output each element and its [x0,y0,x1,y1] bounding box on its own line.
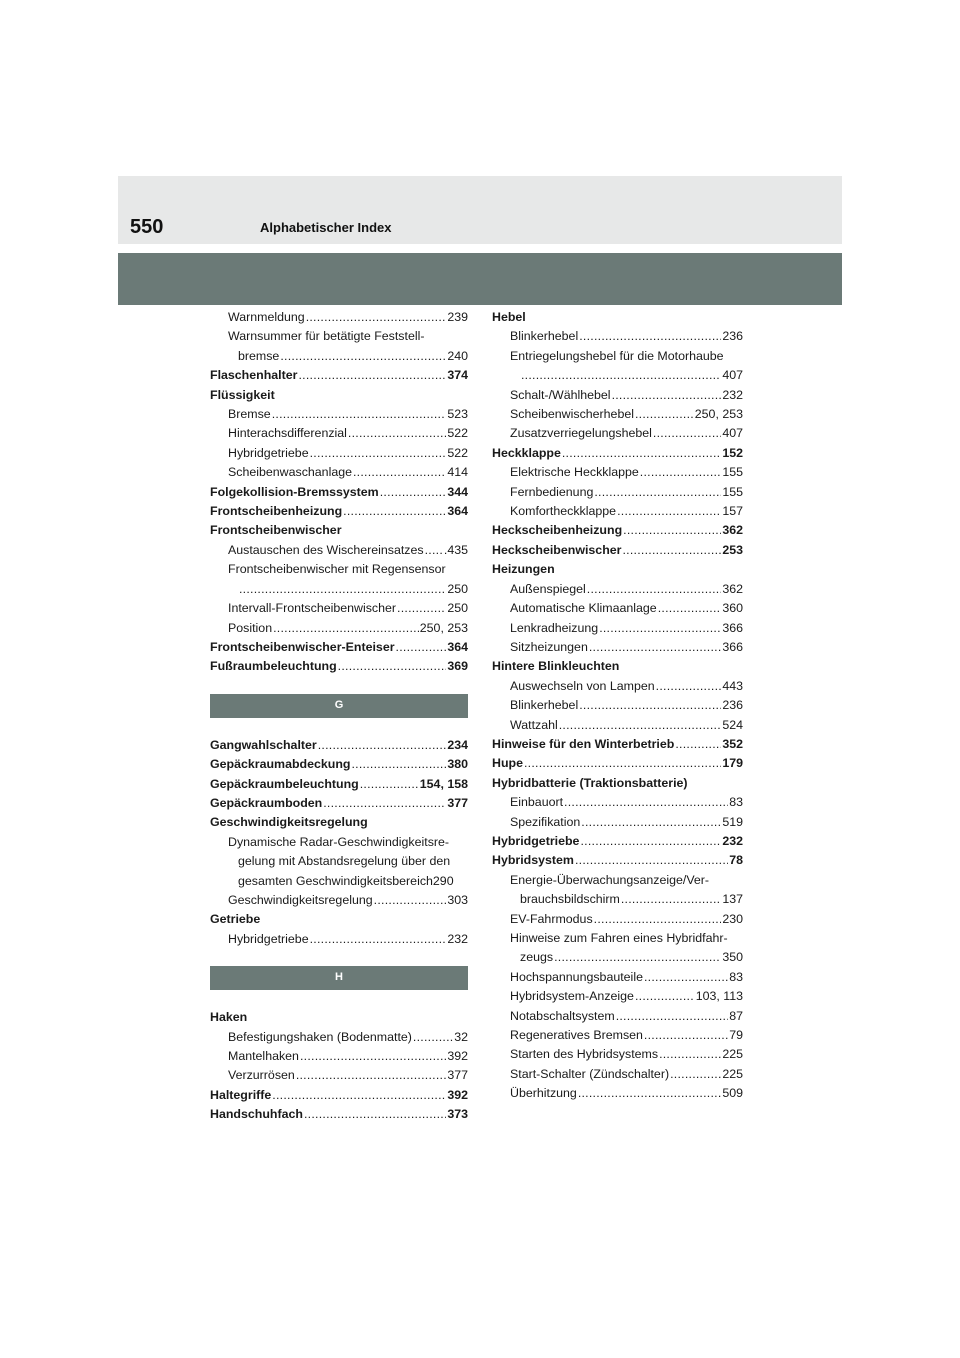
dot-leader [524,754,721,773]
index-entry [210,366,468,385]
entry-term: Frontscheibenheizung [210,504,343,519]
dot-leader [521,366,721,385]
entry-page: 407 [722,368,743,383]
entry-term: Hinterachsdifferenzial [228,426,347,441]
index-entry [210,872,468,891]
entry-page: 83 [729,969,743,984]
index-entry [210,930,468,949]
entry-page: 137 [722,892,743,907]
index-entry [492,638,743,657]
section-title: Alphabetischer Index [260,220,392,235]
index-entry [210,1086,468,1105]
index-entry [210,736,468,755]
entry-page: 364 [447,504,468,519]
entry-page: 350 [722,950,743,965]
dot-leader [644,1026,728,1045]
entry-page: 524 [722,717,743,732]
index-entry [210,308,468,327]
dot-leader [353,463,446,482]
entry-term: Elektrische Heckklappe [510,465,639,480]
dot-leader [612,386,722,405]
entry-term: Notabschaltsystem [510,1008,615,1023]
index-entry [210,1105,468,1124]
dot-leader [579,696,721,715]
index-entry [492,327,743,346]
entry-term: Heizungen [492,562,555,577]
dot-leader [656,677,722,696]
entry-term: Frontscheibenwischer [210,523,342,538]
index-entry [210,891,468,910]
index-entry [210,813,468,832]
dot-leader [587,580,722,599]
entry-page: 344 [447,484,468,499]
entry-page: 32 [454,1029,468,1044]
dot-leader [659,1045,721,1064]
entry-page: 380 [447,757,468,772]
index-entry [210,463,468,482]
dot-leader [579,327,721,346]
entry-page: 366 [722,620,743,635]
index-entry [210,521,468,540]
entry-term: Blinkerhebel [510,329,579,344]
entry-page: 352 [722,736,743,751]
index-entry [492,910,743,929]
dot-leader [562,444,721,463]
entry-page: 250 [447,581,468,596]
dot-leader [310,444,447,463]
entry-term: Frontscheibenwischer-Enteiser [210,639,395,654]
index-entry [492,366,743,385]
index-entry [210,405,468,424]
index-entry [492,619,743,638]
entry-page: 236 [722,329,743,344]
entry-page: 250 [447,601,468,616]
entry-term: Entriegelungshebel für die Motorhaube [510,348,724,363]
entry-page: 414 [447,465,468,480]
entry-term: EV-Fahrmodus [510,911,593,926]
dot-leader [578,1084,722,1103]
index-entry [210,794,468,813]
entry-term: Hinweise zum Fahren eines Hybridfahr- [510,931,728,945]
entry-term: Hybridsystem-Anzeige [510,989,634,1004]
entry-term: Spezifikation [510,814,581,829]
dot-leader [617,502,721,521]
dot-leader [594,483,721,502]
entry-page: 303 [447,892,468,907]
entry-page: 155 [722,484,743,499]
header-divider-band [118,253,842,305]
dot-leader [348,424,446,443]
index-entry [492,386,743,405]
entry-term: Gepäckraumbeleuchtung [210,776,359,791]
entry-term: Hupe [492,756,523,771]
index-entry [210,1066,468,1085]
entry-page: 522 [447,426,468,441]
index-entry [210,910,468,929]
entry-page: 362 [722,523,743,538]
entry-page: 373 [447,1107,468,1122]
entry-page: 392 [447,1087,468,1102]
index-entry [492,793,743,812]
entry-page: 250, 253 [694,407,743,422]
index-entry [492,444,743,463]
entry-term: Start-Schalter (Zündschalter) [510,1066,670,1081]
entry-term: Heckscheibenwischer [492,542,622,557]
entry-term: Geschwindigkeitsregelung [228,892,373,907]
entry-page: 230 [722,911,743,926]
dot-leader [559,716,722,735]
index-entry [492,657,743,676]
index-entry [492,1007,743,1026]
entry-term: Regeneratives Bremsen [510,1028,643,1043]
index-entry [492,424,743,443]
entry-term: Getriebe [210,912,261,927]
entry-term: gesamten Geschwindigkeitsbereich290 [238,873,454,888]
dot-leader [338,657,447,676]
index-entry [492,716,743,735]
dot-leader [622,541,721,560]
entry-term: Hintere Blinkleuchten [492,659,620,674]
index-entry [210,1047,468,1066]
entry-term: Handschuhfach [210,1107,303,1122]
dot-leader [616,1007,729,1026]
dot-leader [374,891,447,910]
entry-term: Verzurrösen [228,1068,295,1083]
dot-leader [599,619,721,638]
entry-term: Hybridgetriebe [228,445,309,460]
entry-term: Mantelhaken [228,1049,299,1063]
entry-page: 366 [722,639,743,654]
dot-leader [304,1105,446,1124]
index-entry [210,852,468,871]
dot-leader [272,405,447,424]
dot-leader [310,930,447,949]
index-entry [492,929,743,948]
index-entry [210,580,468,599]
dot-leader [239,580,446,599]
dot-leader [296,1066,447,1085]
index-entry [492,774,743,793]
dot-leader [635,987,695,1006]
entry-term: Einbauort [510,795,564,810]
index-entry [210,327,468,346]
dot-leader [272,1086,446,1105]
index-entry [492,599,743,618]
letter-divider: H [210,966,468,990]
entry-page: 522 [447,445,468,460]
entry-term: Haltegriffe [210,1087,272,1102]
index-entry [492,580,743,599]
entry-term: Wattzahl [510,717,558,732]
index-entry [492,1065,743,1084]
index-entry [492,754,743,773]
index-entry [492,968,743,987]
entry-term: Hybridgetriebe [492,833,580,848]
dot-leader [653,424,721,443]
entry-page: 232 [722,387,743,402]
entry-term: Gangwahlschalter [210,737,317,752]
dot-leader [594,910,722,929]
index-entry [492,308,743,327]
entry-page: 157 [722,504,743,519]
index-entry [492,541,743,560]
dot-leader [675,735,721,754]
entry-term: Hybridsystem [492,853,574,868]
entry-page: 83 [729,795,743,810]
index-entry [492,463,743,482]
dot-leader [623,521,721,540]
dot-leader [580,832,721,851]
index-entry [210,755,468,774]
entry-term: Position [228,620,273,635]
entry-term: gelung mit Abstandsregelung über den [238,854,451,869]
entry-page: 232 [447,931,468,946]
index-entry [492,1084,743,1103]
entry-term: Außenspiegel [510,581,586,596]
dot-leader [635,405,694,424]
entry-page: 369 [447,659,468,674]
entry-page: 392 [447,1049,468,1063]
entry-page: 239 [447,310,468,324]
entry-term: zeugs [520,950,554,965]
index-entry [210,1008,468,1027]
index-entry [492,813,743,832]
dot-leader [640,463,722,482]
entry-term: Bremse [228,407,271,422]
entry-term: Hebel [492,310,526,324]
index-entry [210,657,468,676]
entry-term: Sitzheizungen [510,639,588,654]
index-entry [492,871,743,890]
entry-term: Austauschen des Wischereinsatzes [228,542,424,557]
index-entry [492,1045,743,1064]
index-entry [492,1026,743,1045]
index-entry [492,696,743,715]
dot-leader [280,347,446,366]
letter-divider: G [210,694,468,718]
entry-term: Gepäckraumboden [210,795,323,810]
entry-term: Hochspannungsbauteile [510,969,643,984]
entry-page: 360 [722,601,743,616]
index-entry [210,619,468,638]
entry-term: Zusatzverriegelungshebel [510,426,652,441]
index-entry [492,948,743,967]
dot-leader [575,851,728,870]
entry-page: 407 [722,426,743,441]
entry-term: brauchsbildschirm [520,892,620,907]
index-entry [492,832,743,851]
entry-term: Hybridgetriebe [228,931,309,946]
entry-page: 155 [722,465,743,480]
dot-leader [351,755,446,774]
dot-leader [318,736,447,755]
entry-term: Komfortheckklappe [510,504,617,519]
dot-leader [298,366,446,385]
index-column-right [492,308,743,1104]
dot-leader [589,638,721,657]
entry-page: 78 [729,853,743,868]
entry-page: 103, 113 [695,989,743,1004]
entry-term: Auswechseln von Lampen [510,678,655,693]
dot-leader [658,599,722,618]
entry-term: Intervall-Frontscheibenwischer [228,601,397,616]
entry-page: 374 [447,368,468,383]
entry-term: Fernbedienung [510,484,594,499]
entry-page: 519 [722,814,743,829]
index-entry [210,599,468,618]
entry-page: 179 [722,756,743,771]
index-entry [492,851,743,870]
entry-page: 232 [722,833,743,848]
entry-term: Heckklappe [492,445,561,460]
entry-page: 234 [447,737,468,752]
entry-term: bremse [238,348,280,363]
dot-leader [670,1065,721,1084]
entry-page: 225 [722,1047,743,1062]
entry-term: Überhitzung [510,1086,577,1101]
entry-term: Heckscheibenheizung [492,523,623,538]
index-entry [492,502,743,521]
index-entry [210,775,468,794]
dot-leader [323,794,446,813]
dot-leader [564,793,728,812]
entry-term: Folgekollision-Bremssystem [210,484,379,499]
dot-leader [425,541,443,560]
index-entry [210,386,468,405]
dot-leader [343,502,446,521]
dot-leader [554,948,721,967]
entry-page: 253 [722,542,743,557]
entry-term: Frontscheibenwischer mit Regensensor [228,562,446,577]
entry-term: Scheibenwischerhebel [510,407,634,422]
index-entry [210,347,468,366]
dot-leader [621,890,721,909]
entry-term: Hinweise für den Winterbetrieb [492,736,675,751]
entry-page: 377 [447,1068,468,1083]
index-entry [210,424,468,443]
index-entry [210,502,468,521]
index-entry [492,347,743,366]
entry-page: 225 [722,1066,743,1081]
index-entry [210,483,468,502]
entry-term: Blinkerhebel [510,698,579,713]
index-entry [492,735,743,754]
entry-page: 154, 158 [419,776,468,791]
index-entry [492,560,743,579]
entry-term: Scheibenwaschanlage [228,465,352,480]
dot-leader [396,638,447,657]
index-entry [492,677,743,696]
index-entry [210,638,468,657]
entry-page: 152 [722,445,743,460]
entry-page: 362 [722,581,743,596]
entry-term: Schalt-/Wählhebel [510,387,611,402]
entry-page: .435 [443,542,468,557]
entry-term: Hybridbatterie (Traktionsbatterie) [492,775,688,790]
entry-term: Dynamische Radar-Geschwindigkeitsre- [228,834,450,849]
entry-term: Fußraumbeleuchtung [210,659,337,674]
index-entry [492,987,743,1006]
dot-leader [397,599,446,618]
dot-leader [306,308,447,327]
page-number: 550 [130,216,164,238]
index-entry [210,444,468,463]
entry-page: 377 [447,795,468,810]
entry-term: Geschwindigkeitsregelung [210,815,368,830]
entry-page: 523 [447,407,468,422]
entry-term: Warnsummer für betätigte Feststell- [228,329,425,344]
index-entry [492,890,743,909]
entry-term: Befestigungshaken (Bodenmatte) [228,1029,412,1044]
entry-term: Lenkradheizung [510,620,599,635]
entry-term: Haken [210,1010,248,1025]
index-entry [210,541,468,560]
dot-leader [380,483,447,502]
entry-page: 250, 253 [419,620,468,635]
entry-page: 443 [722,678,743,693]
dot-leader [413,1028,453,1047]
entry-page: 240 [447,348,468,363]
page-header [118,176,842,244]
dot-leader [273,619,419,638]
dot-leader [360,775,419,794]
entry-term: Starten des Hybridsystems [510,1047,659,1062]
entry-page: 87 [729,1008,743,1023]
entry-page: 236 [722,698,743,713]
entry-term: Warnmeldung [228,310,305,324]
entry-page: 509 [722,1086,743,1101]
index-entry [210,560,468,579]
dot-leader [300,1047,446,1066]
index-entry [492,521,743,540]
entry-term: Flaschenhalter [210,368,298,383]
index-entry [210,833,468,852]
entry-page: 79 [729,1028,743,1043]
index-entry [210,1028,468,1047]
entry-term: Flüssigkeit [210,387,275,402]
entry-term: Gepäckraumabdeckung [210,757,351,772]
dot-leader [581,813,721,832]
index-entry [492,483,743,502]
entry-term: Energie-Überwachungsanzeige/Ver- [510,872,710,887]
entry-page: 364 [447,639,468,654]
entry-term: Automatische Klimaanlage [510,601,657,616]
dot-leader [644,968,728,987]
index-column-left [210,308,468,1125]
index-entry [492,405,743,424]
